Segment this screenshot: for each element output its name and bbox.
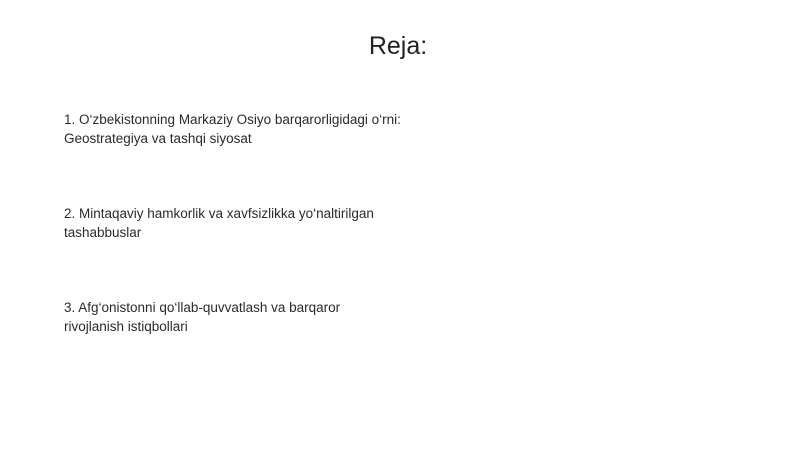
agenda-item-3-line-1: 3. Afg‘onistonni qo‘llab-quvvatlash va barqaror: [64, 300, 341, 315]
agenda-item-1-line-1: 1. O‘zbekistonning Markaziy Osiyo barqarorligidagi o‘rni:: [64, 112, 401, 127]
agenda-item-3-line-2: rivojlanish istiqbollari: [64, 319, 188, 334]
agenda-item-3: [64, 298, 444, 336]
agenda-item-2-line-1: 2. Mintaqaviy hamkorlik va xavfsizlikka yo‘naltirilgan: [64, 206, 374, 221]
agenda-item-2-line-2: tashabbuslar: [64, 225, 142, 240]
agenda-item-1-line-2: Geostrategiya va tashqi siyosat: [64, 131, 252, 146]
agenda-item-1: [64, 110, 444, 148]
agenda-item-2: [64, 204, 444, 242]
slide-title: Reja:: [368, 32, 428, 60]
